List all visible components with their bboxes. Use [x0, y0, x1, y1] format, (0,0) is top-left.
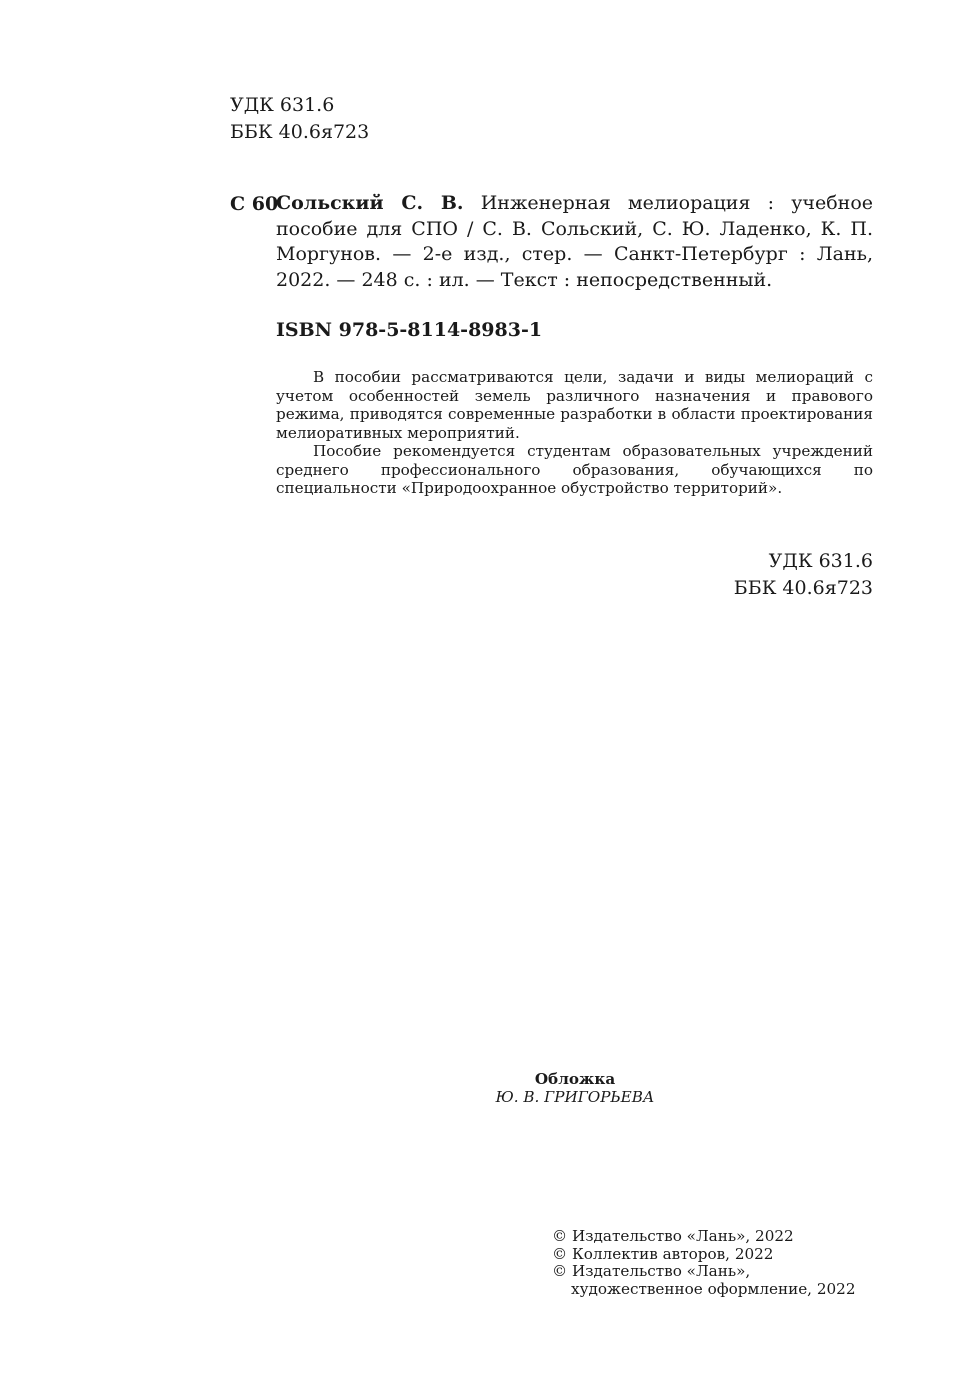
udk-code: УДК 631.6 — [230, 94, 335, 116]
bbk-code: ББК 40.6я723 — [733, 577, 873, 599]
cover-label: Обложка — [534, 1070, 616, 1088]
copyright-line: © Коллектив авторов, 2022 — [552, 1244, 774, 1263]
abstract — [276, 368, 873, 498]
author-name: Сольский С. В. — [276, 192, 464, 214]
copyright-line: художественное оформление, 2022 — [571, 1279, 856, 1298]
abstract-paragraph: В пособии рассматриваются цели, задачи и виды мелиораций с учетом особенностей земель различного назначения и правового режима, приводятся современные разработки в области проектирования мелиоративных мероприятий. — [276, 368, 873, 442]
bbk-code: ББК 40.6я723 — [230, 121, 370, 143]
copyright-block — [552, 1228, 856, 1298]
copyright-line: © Издательство «Лань», — [552, 1262, 751, 1280]
udk-code: УДК 631.6 — [768, 550, 873, 572]
classification-codes-bottom — [734, 548, 873, 602]
bibliographic-description — [276, 191, 873, 293]
classification-codes-top — [230, 92, 369, 146]
abstract-paragraph: Пособие рекомендуется студентам образовательных учреждений среднего профессионального образования, обучающихся по специальности «Природоохранное обустройство территорий». — [276, 442, 873, 497]
cover-credit — [460, 1070, 690, 1106]
isbn: ISBN 978-5-8114-8983-1 — [276, 319, 543, 341]
bibliographic-text: Инженерная мелиорация : учебное пособие для СПО / С. В. Сольский, С. Ю. Ладенко, К. П. Моргунов. — 2-е изд., стер. — Санкт-Петербург : Лань, 2022. — 248 с. : ил. — Текст : непосредственный. — [276, 192, 874, 291]
copyright-line: © Издательство «Лань», 2022 — [552, 1227, 794, 1245]
cover-designer: Ю. В. ГРИГОРЬЕВА — [495, 1088, 655, 1106]
author-cipher: С 60 — [230, 193, 279, 215]
